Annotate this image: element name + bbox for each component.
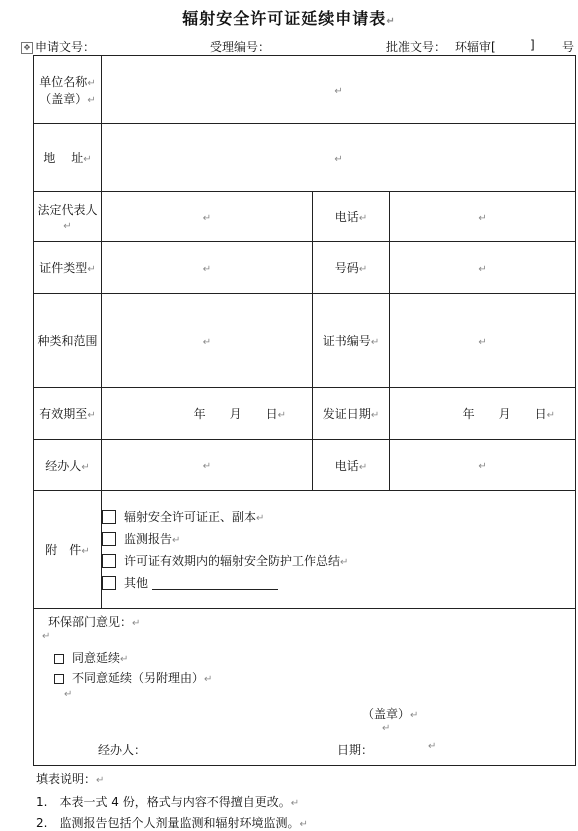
- seal-label: （盖章）↵: [362, 707, 419, 721]
- opinion-date-label: 日期：: [337, 743, 374, 757]
- checkbox-icon[interactable]: [102, 510, 116, 524]
- id-number-field[interactable]: ↵: [390, 242, 576, 294]
- opinion-handler-label: 经办人：: [98, 743, 147, 757]
- other-underline-field[interactable]: [152, 577, 278, 590]
- attachment-item[interactable]: 许可证有效期内的辐射安全防护工作总结↵: [102, 551, 575, 573]
- phone-label: 电话↵: [313, 192, 390, 242]
- form-title: 辐射安全许可证延续申请表↵: [182, 9, 396, 28]
- attachments-list: [102, 491, 576, 609]
- checkbox-icon[interactable]: [54, 674, 64, 684]
- row-opinion: [34, 609, 576, 766]
- unit-name-label: 单位名称↵ （盖章）↵: [34, 56, 102, 124]
- opinion-return-mark: ↵: [428, 741, 437, 752]
- address-field[interactable]: ↵: [102, 124, 576, 192]
- legal-rep-label: 法定代表人↵: [34, 192, 102, 242]
- opinion-return-mark: ↵: [382, 723, 391, 734]
- note-item: 2. 监测报告包括个人剂量监测和辐射环境监测。↵: [36, 816, 308, 830]
- cert-number-label: 证书编号↵: [313, 294, 390, 388]
- unit-name-field[interactable]: ↵: [102, 56, 576, 124]
- agree-option[interactable]: 同意延续↵: [54, 649, 128, 666]
- legal-rep-field[interactable]: ↵: [102, 192, 313, 242]
- checkbox-icon[interactable]: [102, 554, 116, 568]
- acceptance-no-label: 受理编号：: [210, 40, 271, 54]
- note-item: 1. 本表一式 4 份，格式与内容不得擅自更改。↵: [36, 795, 300, 809]
- attachment-item[interactable]: 其他: [102, 573, 575, 593]
- opinion-label: 环保部门意见：↵: [48, 615, 141, 629]
- handler-phone-field[interactable]: ↵: [390, 440, 576, 491]
- opinion-return-mark: ↵: [64, 689, 73, 700]
- approval-bracket-close: ]: [530, 38, 535, 52]
- id-number-label: 号码↵: [313, 242, 390, 294]
- address-label: 地 址↵: [34, 124, 102, 192]
- handler-field[interactable]: ↵: [102, 440, 313, 491]
- cert-number-field[interactable]: ↵: [390, 294, 576, 388]
- attachments-label: 附 件↵: [34, 491, 102, 609]
- application-no-label: 申请文号：: [35, 40, 96, 54]
- table-move-handle-icon[interactable]: ✥: [21, 42, 33, 54]
- application-form-table: [33, 55, 576, 766]
- attachment-item[interactable]: 监测报告↵: [102, 529, 575, 551]
- id-type-label: 证件类型↵: [34, 242, 102, 294]
- checkbox-icon[interactable]: [102, 532, 116, 546]
- approval-suffix: 号: [562, 40, 575, 54]
- issue-date-label: 发证日期↵: [313, 388, 390, 440]
- valid-until-label: 有效期至↵: [34, 388, 102, 440]
- notes-title: 填表说明：↵: [36, 772, 105, 786]
- handler-phone-label: 电话↵: [313, 440, 390, 491]
- opinion-return-mark: ↵: [42, 631, 51, 642]
- approval-prefix: 环辐审[: [455, 40, 496, 54]
- row-handler: [34, 440, 576, 491]
- valid-until-field[interactable]: 年 月 日↵: [102, 388, 313, 440]
- opinion-cell: [34, 609, 576, 766]
- phone-field[interactable]: ↵: [390, 192, 576, 242]
- row-unit-name: [34, 56, 576, 124]
- issue-date-field[interactable]: 年 月 日↵: [390, 388, 576, 440]
- disagree-option[interactable]: 不同意延续（另附理由）↵: [54, 669, 212, 686]
- row-legal-rep: [34, 192, 576, 242]
- attachment-item[interactable]: 辐射安全许可证正、副本↵: [102, 507, 575, 529]
- id-type-field[interactable]: ↵: [102, 242, 313, 294]
- handler-label: 经办人↵: [34, 440, 102, 491]
- row-attachments: [34, 491, 576, 609]
- approval-no-label: 批准文号：: [386, 40, 447, 54]
- row-category: [34, 294, 576, 388]
- row-id: [34, 242, 576, 294]
- category-scope-label: 种类和范围: [34, 294, 102, 388]
- row-dates: [34, 388, 576, 440]
- checkbox-icon[interactable]: [102, 576, 116, 590]
- row-address: [34, 124, 576, 192]
- category-scope-field[interactable]: ↵: [102, 294, 313, 388]
- checkbox-icon[interactable]: [54, 654, 64, 664]
